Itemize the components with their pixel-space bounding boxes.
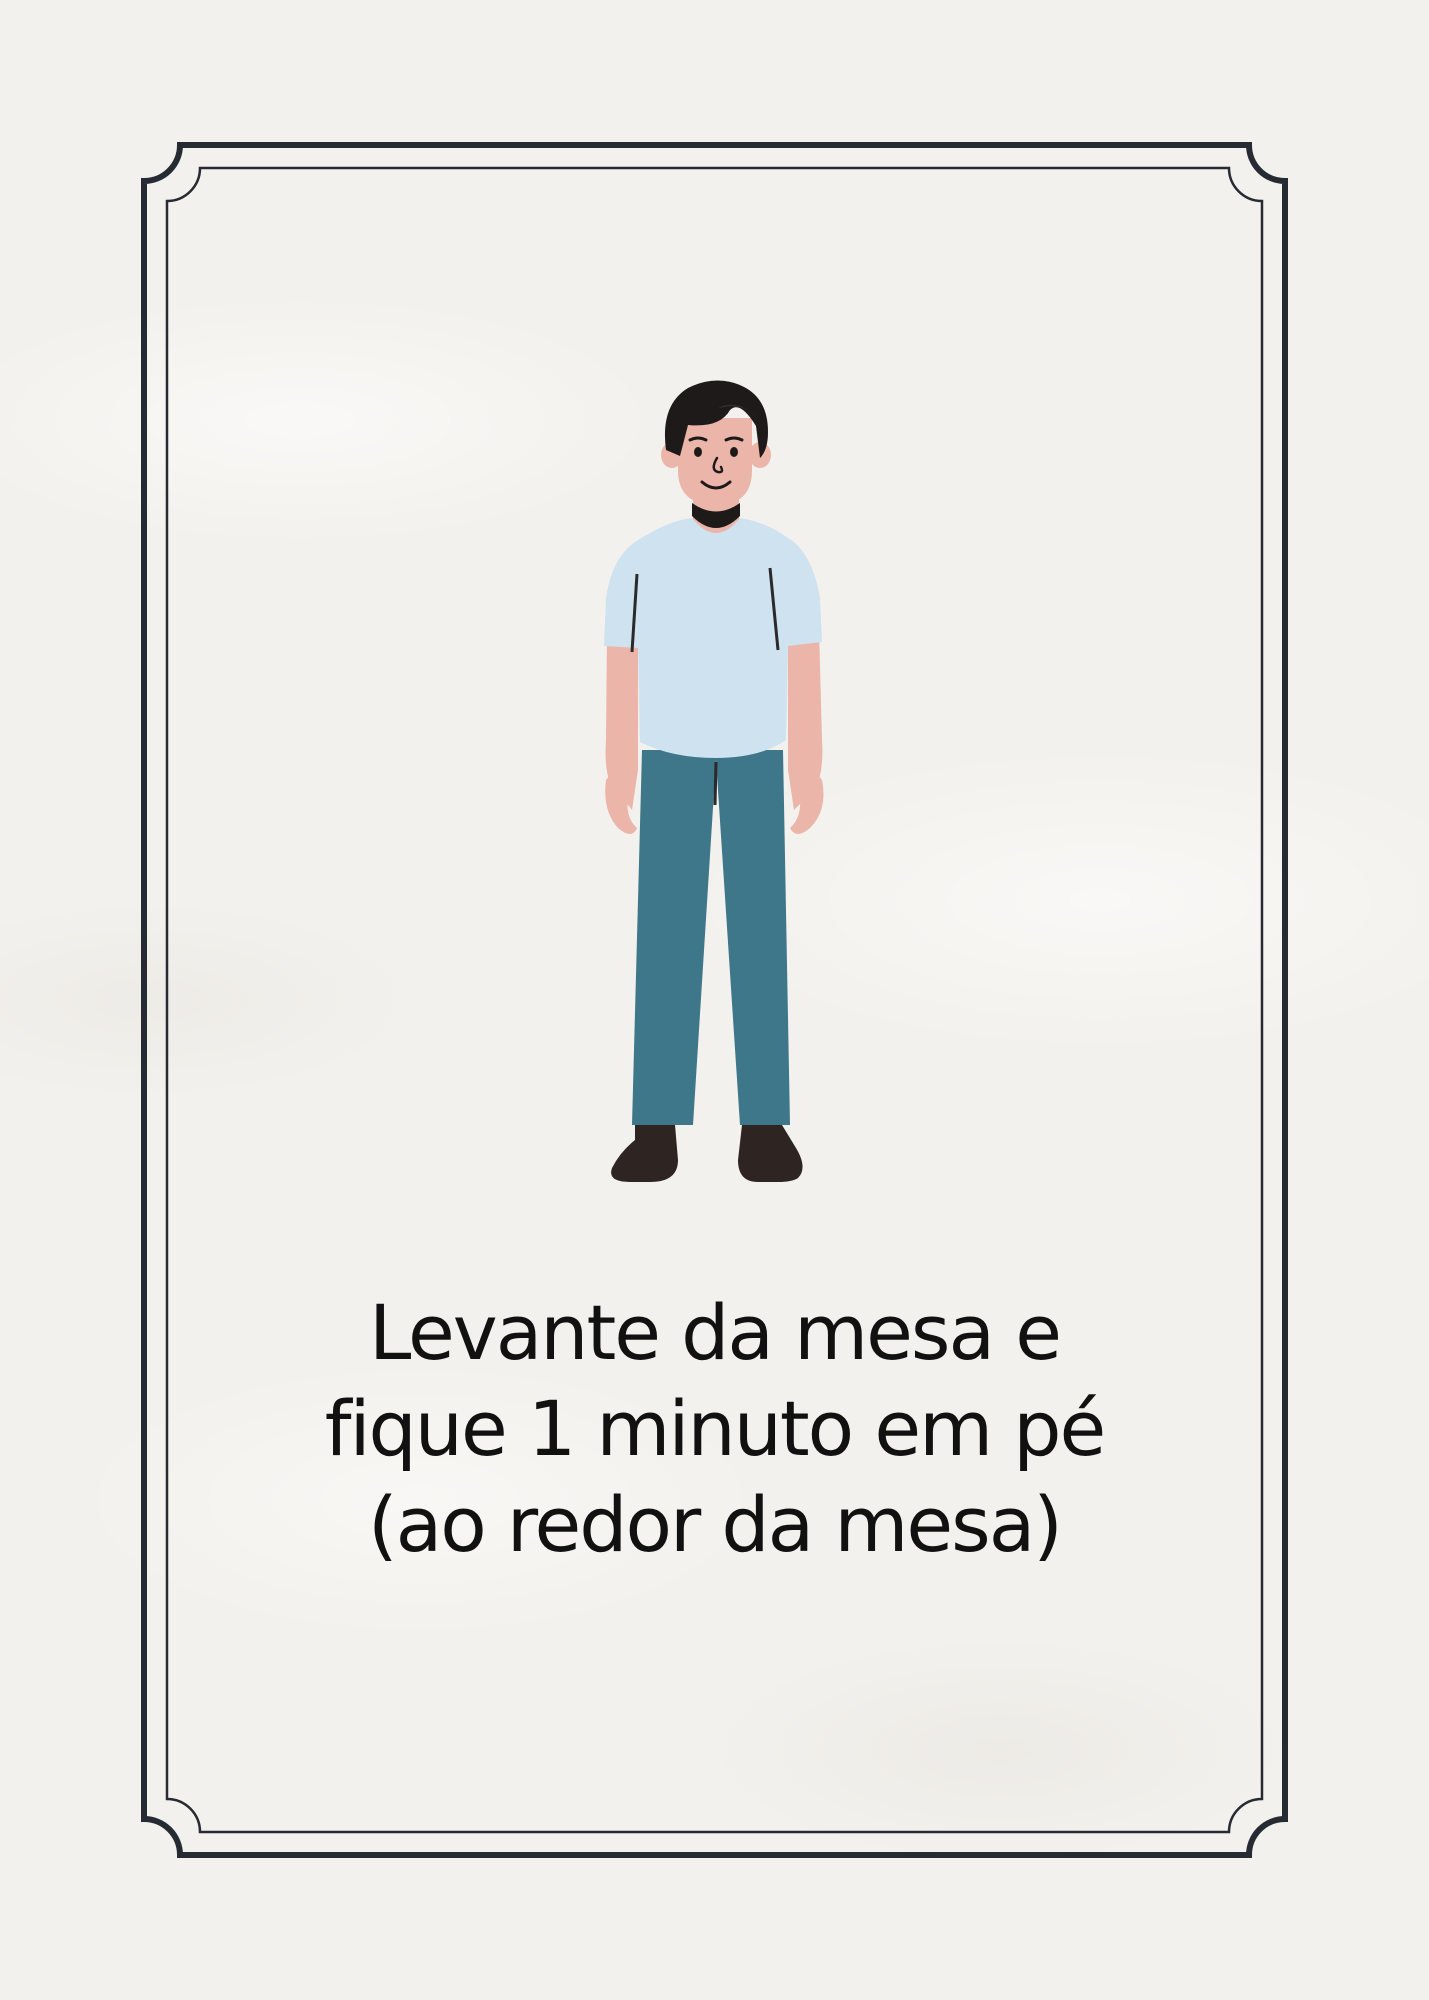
card-caption bbox=[200, 1285, 1229, 1573]
right-eye bbox=[730, 447, 738, 457]
pants bbox=[632, 750, 790, 1125]
right-shoe bbox=[738, 1125, 803, 1182]
left-eye bbox=[694, 447, 702, 457]
caption-line-2: fique 1 minuto em pé bbox=[324, 1384, 1105, 1473]
caption-line-3: (ao redor da mesa) bbox=[368, 1480, 1061, 1569]
pants-crease bbox=[715, 762, 716, 805]
left-shoe bbox=[611, 1125, 678, 1182]
caption-line-1: Levante da mesa e bbox=[368, 1288, 1061, 1377]
standing-person-icon bbox=[580, 370, 850, 1190]
